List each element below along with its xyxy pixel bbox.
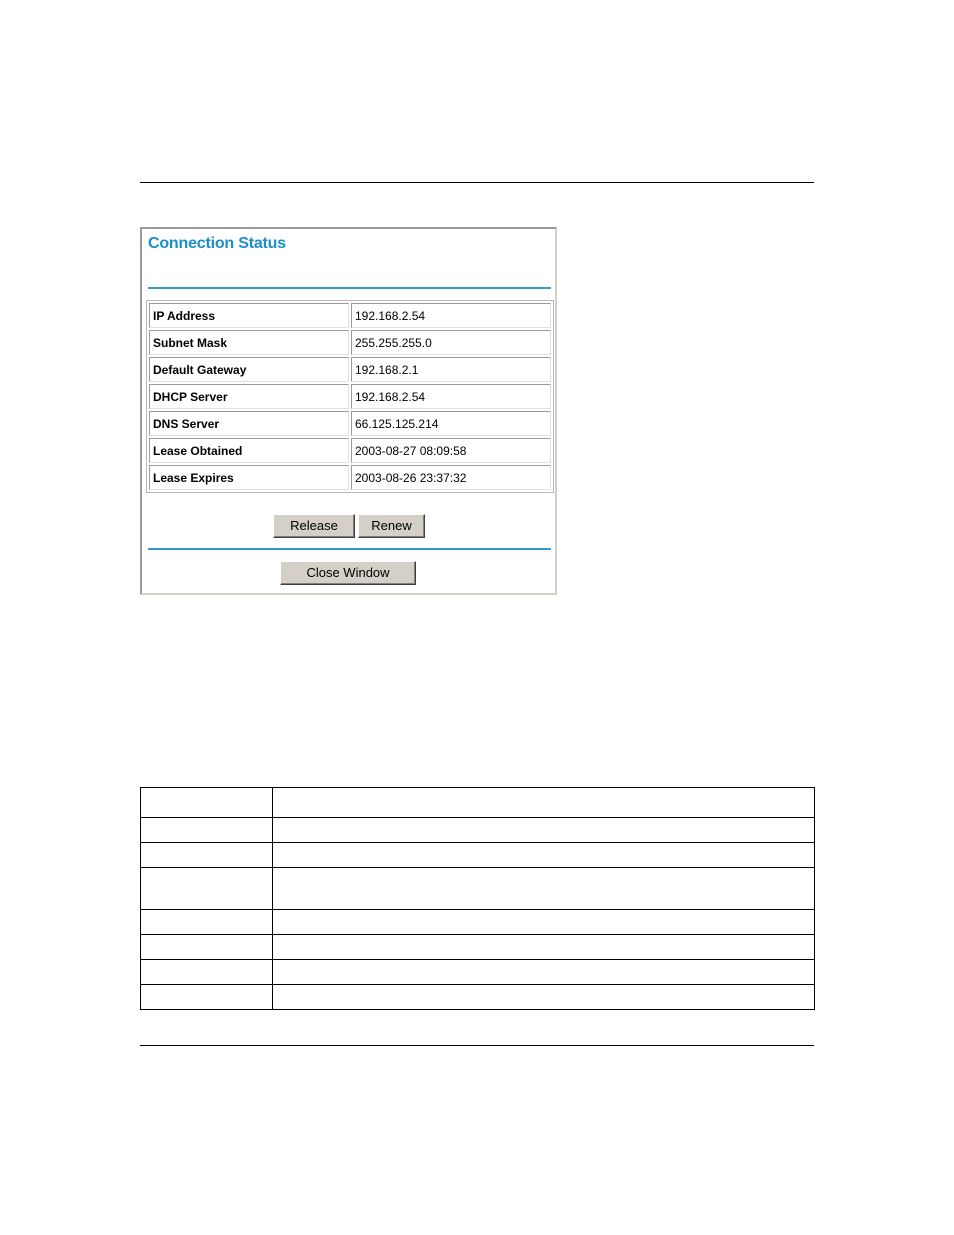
table-cell <box>141 935 273 960</box>
row-value-lease-expires: 2003-08-26 23:37:32 <box>351 465 551 490</box>
row-value-ip-address: 192.168.2.54 <box>351 303 551 328</box>
table-cell <box>273 985 815 1010</box>
row-label-default-gateway: Default Gateway <box>149 357 349 382</box>
table-cell <box>141 868 273 910</box>
table-row <box>141 935 815 960</box>
table-row <box>141 910 815 935</box>
table-row <box>141 788 815 818</box>
table-row <box>149 438 551 463</box>
table-cell <box>141 985 273 1010</box>
table-cell <box>273 788 815 818</box>
connection-status-window <box>140 227 557 595</box>
table-row <box>141 985 815 1010</box>
table-cell <box>273 960 815 985</box>
renew-button[interactable]: Renew <box>358 514 425 538</box>
row-label-dhcp-server: DHCP Server <box>149 384 349 409</box>
table-row <box>141 868 815 910</box>
close-window-button[interactable]: Close Window <box>280 561 416 585</box>
row-value-subnet-mask: 255.255.255.0 <box>351 330 551 355</box>
row-value-lease-obtained: 2003-08-27 08:09:58 <box>351 438 551 463</box>
table-cell <box>273 818 815 843</box>
row-value-dhcp-server: 192.168.2.54 <box>351 384 551 409</box>
table-row <box>141 843 815 868</box>
row-label-subnet-mask: Subnet Mask <box>149 330 349 355</box>
button-divider <box>148 548 551 550</box>
release-button[interactable]: Release <box>273 514 355 538</box>
document-table <box>140 787 815 1010</box>
table-row <box>149 357 551 382</box>
header-rule <box>140 182 814 183</box>
table-cell <box>273 910 815 935</box>
window-title: Connection Status <box>148 235 286 252</box>
table-row <box>149 465 551 490</box>
row-label-dns-server: DNS Server <box>149 411 349 436</box>
row-value-dns-server: 66.125.125.214 <box>351 411 551 436</box>
table-row <box>149 384 551 409</box>
table-row <box>141 818 815 843</box>
table-row <box>149 303 551 328</box>
table-cell <box>141 818 273 843</box>
row-value-default-gateway: 192.168.2.1 <box>351 357 551 382</box>
row-label-lease-expires: Lease Expires <box>149 465 349 490</box>
table-cell <box>273 868 815 910</box>
table-row <box>149 411 551 436</box>
row-label-lease-obtained: Lease Obtained <box>149 438 349 463</box>
status-table <box>146 300 554 493</box>
footer-rule <box>140 1045 814 1046</box>
table-cell <box>141 960 273 985</box>
title-divider <box>148 287 551 289</box>
row-label-ip-address: IP Address <box>149 303 349 328</box>
table-cell <box>273 935 815 960</box>
table-cell <box>273 843 815 868</box>
table-cell <box>141 843 273 868</box>
table-row <box>141 960 815 985</box>
table-row <box>149 330 551 355</box>
table-cell <box>141 910 273 935</box>
table-cell <box>141 788 273 818</box>
